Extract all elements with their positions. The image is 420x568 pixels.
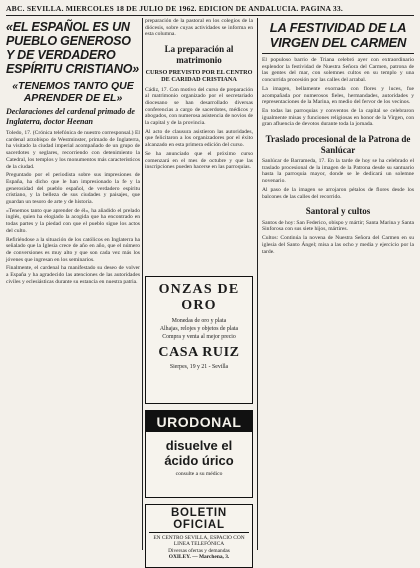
article-headline: «EL ESPAÑOL ES UN PUEBLO GENEROSO Y DE VERDADERO ESPÍRITU CRISTIANO» [6,20,140,76]
column-divider-right [257,18,258,550]
section-heading: La preparación al matrimonio [164,44,234,65]
ad-title: ONZAS DE ORO [158,282,240,313]
ad-line: Alhajas, relojes y objetos de plata [159,326,239,332]
header-rule [6,15,414,16]
article-paragraph: «Tenemos tanto que aprender de él», ha añadido el prelado inglés, quien ha elogiado la acogida que ha encontrado en todas partes y la piedad con que el pueblo sigue los actos del culto. [6,207,140,234]
ad-note: consulte a su médico [175,471,223,477]
article-deck: Declaraciones del cardenal primado de Inglaterra, doctor Heenan [6,107,135,126]
article-paragraph: Cádiz, 17. Con motivo del curso de preparación al matrimonio organizado por el secretariado diocesano se han desarrollado diversas conferencias a cargo de sacerdotes, médicos y abogados, con numerosa asistencia de novios de la capital y de la provincia. [145,86,253,127]
article-paragraph: Al acto de clausura asistieron las autoridades, que felicitaron a los organizadores por el éxito alcanzado en esta primera edición del curso. [145,128,253,149]
ad-urodonal [145,410,253,498]
section-subheading: CURSO PREVISTO POR EL CENTRO DE CARIDAD CRISTIANA [145,69,253,84]
article-paragraph: Finalmente, el cardenal ha manifestado su deseo de volver a España y ha agradecido las atenciones de las autoridades civiles y eclesiásticas durante su estancia en nuestra patria. [6,265,140,285]
left-column [6,18,140,550]
article-paragraph: En todas las parroquias y conventos de la capital se celebraron igualmente misas y funciones religiosas en honor de la Virgen, con gran afluencia de devotos durante toda la jornada. [262,107,414,128]
section-heading: Santoral y cultos [305,206,371,217]
ad-shop-name: CASA RUIZ [158,345,240,360]
right-column [262,18,414,550]
ad-line: Monedas de oro y plata [171,318,227,324]
article-headline: LA FESTIVIDAD DE LA VIRGEN DEL CARMEN [269,20,407,50]
ad-line: OXILEY. — Marchena, 3. [168,554,230,561]
article-subheadline: «TENEMOS TANTO QUE APRENDER DE EL» [12,80,134,104]
article-paragraph: preparación de la pastoral en los colegios de la diócesis, sobre cuyas actividades se informa en esta columna. [145,18,253,38]
ad-boletin-oficial [145,504,253,568]
article-paragraph: Al paso de la imagen se arrojaron pétalos de flores desde los balcones de las calles del recorrido. [262,186,414,200]
article-paragraph: Toledo, 17. (Crónica telefónica de nuestro corresponsal.) El cardenal arzobispo de Westminster, primado de Inglaterra, ha visitado la ciudad imperial acompañado de un grupo de sacerdotes y seglares, recorriendo con detenimiento la Catedral, los templos y los monumentos más característicos de la ciudad. [6,130,140,170]
middle-articles [145,18,253,272]
article-paragraph: Santos de hoy: San Federico, obispo y mártir; Santa Marina y Santa Sinforosa con sus siete hijos, mártires. [262,219,414,233]
ad-line: Diversas ofertas y demandas [168,547,230,554]
article-paragraph: Preguntado por el periodista sobre sus impresiones de España, ha dicho que le han impresionado la fe y la generosidad del pueblo español, de verdadero espíritu cristiano, y la belleza de sus ciudades y paisajes, que guardan un tesoro de arte y de historia. [6,172,140,206]
section-heading: Traslado procesional de la Patrona de Sanlúcar [265,134,411,155]
ad-address: Sierpes, 19 y 21 - Sevilla [169,364,229,370]
ad-brand: URODONAL [146,411,252,432]
article-paragraph: El populoso barrio de Triana celebró ayer con extraordinario esplendor la festividad de Nuestra Señora del Carmen, patrona de las gentes del mar, con solemnes cultos en su templo y una concurrida procesión por las calles del arrabal. [262,57,414,84]
ad-slogan-line: ácido úrico [164,453,234,468]
article-paragraph: Cultos: Continúa la novena de Nuestra Señora del Carmen en su iglesia del Santo Ángel; misa a las ocho y media y ejercicio por la tarde. [262,235,414,255]
article-paragraph: La imagen, bellamente exornada con flores y luces, fue acompañada por numerosos fieles, hermandades, autoridades y representaciones de la Marina, en medio del fervor de los vecinos. [262,85,414,106]
ad-line: EN CENTRO SEVILLA, ESPACIO CON LINEA TELEFÓNICA [153,535,245,548]
article-paragraph: Sanlúcar de Barrameda, 17. En la tarde de hoy se ha celebrado el traslado procesional de la imagen de la Patrona desde su santuario hasta la parroquia mayor, donde se le dedicará un solemne novenario. [262,158,414,185]
column-divider-left [142,18,143,550]
ad-title: BOLETIN OFICIAL [149,507,249,533]
article-paragraph: Se ha anunciado que el próximo curso comenzará en el mes de octubre y que las inscripciones pueden hacerse en las parroquias. [145,150,253,171]
ad-slogan-line: disuelve el [165,438,233,453]
middle-column [145,18,253,561]
headline-rule [262,53,414,54]
page-header: ABC. SEVILLA. MIERCOLES 18 DE JULIO DE 1962. EDICION DE ANDALUCIA. PAGINA 33. [6,4,343,13]
ad-line: Compra y venta al mejor precio [162,334,236,340]
article-paragraph: Refiriéndose a la situación de los católicos en Inglaterra ha señalado que la Iglesia crece de año en año, que el número de conversiones es muy alto y que son cada vez más los jóvenes que ingresan en los seminarios. [6,236,140,263]
ad-onzas-de-oro [145,276,253,404]
